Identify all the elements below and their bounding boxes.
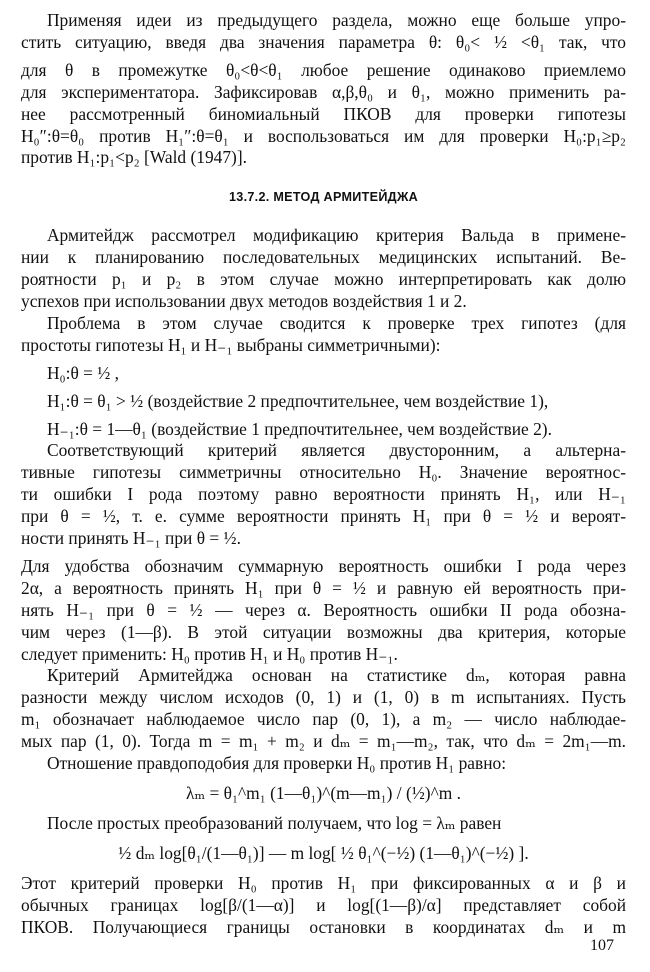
text-line: следует применить: H₀ против H₁ и H₀ против H₋₁. (21, 643, 398, 664)
text-line: нее рассмотренный биномиальный ПКОВ для проверки гипотезы (21, 103, 626, 124)
text-line: успехов при использовании двух методов воздействия 1 и 2. (21, 290, 467, 311)
text-line: ПКОВ. Получающиеся границы остановки в координатах dₘ и m (21, 916, 626, 937)
text-line: Этот критерий проверки H₀ против H₁ при фиксированных α и β и (21, 872, 626, 893)
text-line: m₁ обозначает наблюдаемое число пар (0, 1), а m₂ — число наблюдае- (21, 709, 626, 730)
equation-log-ratio: ½ dₘ log[θ₁/(1—θ₁)] — m log[ ½ θ₁^(−½) (1—θ₁)^(−½) ]. (118, 842, 529, 863)
text-line: стить ситуацию, введя два значения параметра θ: θ₀< ½ <θ₁ так, что (21, 31, 626, 52)
text-line: для θ в промежутке θ₀<θ<θ₁ любое решение одинаково приемлемо (21, 59, 626, 80)
text-line: тивные гипотезы симметричны относительно H₀. Значение вероятнос- (21, 462, 626, 483)
text-line: обычных границах log[β/(1—α)] и log[(1—β)/α] представляет собой (21, 894, 626, 915)
text-line: Армитейдж рассмотрел модификацию критерия Вальда в примене- (47, 225, 626, 246)
text-line: разности между числом исходов (0, 1) и (1, 0) в m испытаниях. Пусть (21, 687, 626, 708)
text-line: Соответствующий критерий является двусторонним, а альтерна- (47, 440, 626, 461)
text-line: мых пар (1, 0). Тогда m = m₁ + m₂ и dₘ = m₁—m₂, так, что dₘ = 2m₁—m. (21, 731, 626, 752)
equation-h0: H₀:θ = ½ , (47, 362, 120, 383)
text-line: нии к планированию последовательных медицинских испытаний. Ве- (21, 247, 626, 268)
text-line: для экспериментатора. Зафиксировав α,β,θ₀ и θ₁, можно применить ра- (21, 81, 626, 102)
text-line: при θ = ½, т. е. сумме вероятности принять H₁ при θ = ½ и вероят- (21, 506, 626, 527)
text-line: Отношение правдоподобия для проверки H₀ против H₁ равно: (47, 753, 507, 774)
text-line: Применяя идеи из предыдущего раздела, можно еще больше упро- (47, 10, 626, 30)
text-line: Для удобства обозначим суммарную вероятность ошибки I рода через (21, 555, 626, 576)
text-line: против H₁:p₁<p₂ [Wald (1947)]. (21, 147, 247, 168)
section-title: 13.7.2. МЕТОД АРМИТЕЙДЖА (228, 190, 419, 205)
page-number: 107 (590, 937, 614, 954)
text-line: роятности p₁ и p₂ в этом случае можно интерпретировать как долю (21, 269, 626, 290)
text-line: Проблема в этом случае сводится к проверке трех гипотез (для (47, 312, 626, 333)
equation-h1: H₁:θ = θ₁ > ½ (воздействие 2 предпочтительнее, чем воздействие 1), (47, 390, 549, 411)
text-line: После простых преобразований получаем, что log = λₘ равен (47, 812, 502, 833)
text-line: Критерий Армитейджа основан на статистике dₘ, которая равна (47, 665, 626, 686)
text-line: 2α, а вероятность принять H₁ при θ = ½ и равную ей вероятность при- (21, 577, 626, 598)
equation-likelihood-ratio: λₘ = θ₁^m₁ (1—θ₁)^(m—m₁) / (½)^m . (186, 783, 461, 803)
text-line: нять H₋₁ при θ = ½ — через α. Вероятность ошибки II рода обозна- (21, 599, 626, 620)
text-line: ти ошибки I рода поэтому равно вероятности принять H₁, или H₋₁ (21, 484, 626, 505)
equation-h-minus-1: H₋₁:θ = 1—θ₁ (воздействие 1 предпочтительнее, чем воздействие 2). (47, 418, 552, 439)
text-line: ности принять H₋₁ при θ = ½. (21, 528, 241, 549)
page-content (21, 10, 626, 938)
text-line: простоты гипотезы H₁ и H₋₁ выбраны симметричными): (21, 334, 441, 355)
text-line: чим через (1—β). В этой ситуации возможны два критерия, которые (21, 621, 626, 642)
text-line: H₀″:θ=θ₀ против H₁″:θ=θ₁ и воспользоваться им для проверки H₀:p₁≥p₂ (21, 125, 626, 146)
